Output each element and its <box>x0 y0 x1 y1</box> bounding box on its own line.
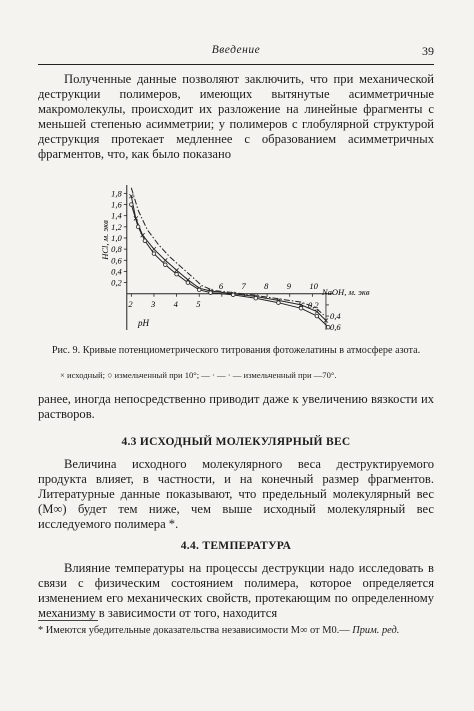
section-heading-molecular-weight: 4.3 ИСХОДНЫЙ МОЛЕКУЛЯРНЫЙ ВЕС <box>121 436 351 448</box>
naoh-tick-label: 0,2 <box>307 299 319 310</box>
page-header <box>38 40 434 65</box>
data-point-circle <box>197 288 201 292</box>
data-point-circle <box>209 291 213 295</box>
data-point-circle <box>136 225 140 229</box>
y-tick-label: 1,6 <box>111 199 122 210</box>
series-line-o <box>131 205 328 328</box>
x-tick-label: 2 <box>128 298 133 309</box>
naoh-tick-label: 0,6 <box>329 322 341 333</box>
y-tick-label: 0,6 <box>111 255 122 266</box>
x-tick-label: 6 <box>218 280 224 291</box>
x-tick-label: 4 <box>173 298 178 309</box>
data-point-circle <box>143 239 147 243</box>
data-point-circle <box>163 263 167 267</box>
footnote <box>38 624 434 637</box>
molecular-weight-paragraph: Величина исходного молекулярного веса деструктируемого продукта влияет, в частности, и на конечный размер фрагментов. Литературные данные показывают, что предельный молекулярный вес (M∞) будет тем ниже, чем выше исходный молекулярный вес исследуемого полимера *. <box>38 457 434 531</box>
data-point-x <box>152 247 156 251</box>
footnote-editor-note: Прим. ред. <box>352 625 400 636</box>
x-tick-label: 9 <box>286 280 291 291</box>
data-point-circle <box>254 296 258 300</box>
x-axis-label-ph: pH <box>138 318 149 328</box>
data-point-circle <box>315 314 319 318</box>
figure-caption: Рис. 9. Кривые потенциометрического титрования фотожелатины в атмосфере азота. <box>51 345 421 356</box>
y-tick-label: 1,4 <box>111 210 122 221</box>
x-tick-label: 8 <box>264 280 269 291</box>
data-point-x <box>163 258 167 262</box>
y-axis-label-hcl: HCl, м. экв <box>100 220 110 260</box>
titration-chart <box>100 180 370 340</box>
data-point-circle <box>130 203 134 207</box>
data-point-x <box>175 268 179 272</box>
series-line-dash-dot <box>131 188 323 315</box>
data-point-circle <box>231 293 235 297</box>
data-point-circle <box>186 281 190 285</box>
y-tick-label: 0,4 <box>111 266 122 277</box>
titration-chart-svg <box>100 180 370 340</box>
data-point-circle <box>277 301 281 305</box>
data-point-circle <box>175 272 179 276</box>
data-point-circle <box>326 325 330 329</box>
temperature-paragraph: Влияние температуры на процессы деструкции надо исследовать в связи с физическим состоянием полимера, которое определяется изменением его механических свойств, протекающим по определенному механизму в зависимости от того, находится <box>38 561 434 620</box>
footnote-text: * Имеются убедительные доказательства независимости M∞ от M0.— <box>38 625 350 636</box>
x-tick-label: 5 <box>196 298 201 309</box>
y-tick-label: 1,0 <box>111 232 122 243</box>
y-axis-label-naoh: NaOH, м. экв <box>322 287 370 297</box>
x-tick-label: 7 <box>241 280 246 291</box>
y-tick-label: 0,8 <box>111 244 122 255</box>
intro-paragraph: Полученные данные позволяют заключить, что при механической деструкции полимеров, имеющих вытянутые асимметричные макромолекулы, происходит их разложение на линейные фрагменты с меньшей степенью асимметрии; у полимеров с глобулярной структурой деструкция протекает медленнее с образованием асимметричных фрагментов, что, как было показано <box>38 72 434 161</box>
section-heading-temperature: 4.4. ТЕМПЕРАТУРА <box>180 540 292 552</box>
y-tick-label: 0,2 <box>111 277 122 288</box>
after-figure-paragraph: ранее, иногда непосредственно приводит даже к увеличению вязкости их растворов. <box>38 392 434 421</box>
x-tick-label: 3 <box>150 298 156 309</box>
y-tick-label: 1,8 <box>111 188 122 199</box>
footnote-divider <box>38 620 98 621</box>
running-title: Введение <box>211 44 261 56</box>
figure-legend: × исходный; ○ измельченный при 10°; — · — · — измельченный при —70°. <box>60 370 337 380</box>
naoh-tick-label: 0,4 <box>329 311 341 322</box>
page-number: 39 <box>422 44 434 58</box>
data-point-circle <box>299 306 303 310</box>
y-tick-label: 1,2 <box>111 221 122 232</box>
data-point-circle <box>152 252 156 256</box>
x-tick-label: 10 <box>309 280 318 291</box>
chart-series <box>129 188 330 329</box>
